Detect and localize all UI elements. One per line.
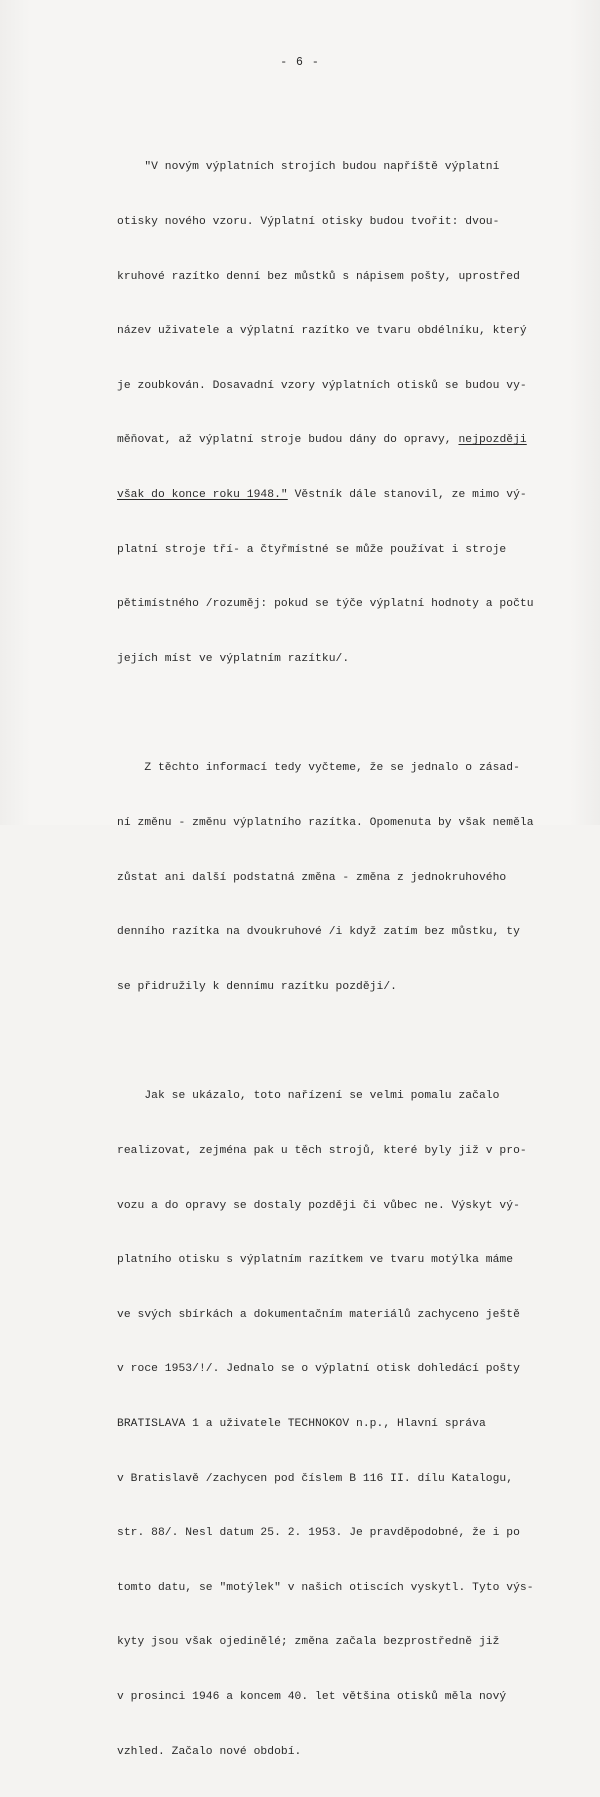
text-line-with-underline bbox=[117, 431, 572, 449]
paragraph-2 bbox=[117, 723, 572, 1032]
text-line: v Bratislavě /zachycen pod číslem B 116 II. dílu Katalogu, bbox=[117, 1472, 514, 1485]
paragraph-1 bbox=[117, 122, 572, 705]
underlined-text: nejpozději bbox=[458, 434, 527, 447]
text-line: název uživatele a výplatní razítko ve tvaru obdélníku, který bbox=[117, 325, 527, 338]
text-line: vozu a do opravy se dostaly později či vůbec ne. Výskyt vý- bbox=[117, 1199, 520, 1212]
text-line: Jak se ukázalo, toto nařízení se velmi pomalu začalo bbox=[117, 1090, 500, 1103]
document-body bbox=[117, 122, 572, 1797]
text-line: BRATISLAVA 1 a uživatele TECHNOKOV n.p., Hlavní správa bbox=[117, 1418, 486, 1431]
text-line: je zoubkován. Dosavadní vzory výplatních otisků se budou vy- bbox=[117, 379, 527, 392]
text-line: denního razítka na dvoukruhové /i když zatím bez můstku, ty bbox=[117, 926, 520, 939]
text-line: realizovat, zejména pak u těch strojů, které byly již v pro- bbox=[117, 1144, 527, 1157]
text-line: vzhled. Začalo nové období. bbox=[117, 1745, 302, 1758]
text-line: ní změnu - změnu výplatního razítka. Opomenuta by však neměla bbox=[117, 817, 534, 830]
text-segment: měňovat, až výplatní stroje budou dány do opravy, bbox=[117, 434, 459, 447]
text-line: otisky nového vzoru. Výplatní otisky budou tvořit: dvou- bbox=[117, 216, 500, 229]
text-line: kyty jsou však ojedinělé; změna začala bezprostředně již bbox=[117, 1636, 500, 1649]
text-line: kruhové razítko denní bez můstků s nápisem pošty, uprostřed bbox=[117, 270, 520, 283]
text-line: platní stroje tří- a čtyřmístné se může používat i stroje bbox=[117, 543, 507, 556]
text-line: ve svých sbírkách a dokumentačním materiálů zachyceno ještě bbox=[117, 1308, 520, 1321]
paragraph-3 bbox=[117, 1051, 572, 1797]
underlined-text: však do konce roku 1948." bbox=[117, 489, 288, 502]
text-line: pětimístného /rozuměj: pokud se týče výplatní hodnoty a počtu bbox=[117, 598, 534, 611]
text-line: tomto datu, se "motýlek" v našich otiscích vyskytl. Tyto výs- bbox=[117, 1581, 534, 1594]
text-line: str. 88/. Nesl datum 25. 2. 1953. Je pravděpodobné, že i po bbox=[117, 1527, 520, 1540]
page-number: - 6 - bbox=[280, 56, 320, 69]
text-line: v roce 1953/!/. Jednalo se o výplatní otisk dohledácí pošty bbox=[117, 1363, 520, 1376]
text-line-with-underline bbox=[117, 486, 572, 504]
text-line: "V novým výplatních strojích budou napříště výplatní bbox=[117, 161, 500, 174]
text-line: zůstat ani další podstatná změna - změna z jednokruhového bbox=[117, 871, 507, 884]
text-line: v prosinci 1946 a koncem 40. let většina otisků měla nový bbox=[117, 1691, 507, 1704]
text-line: Z těchto informací tedy vyčteme, že se jednalo o zásad- bbox=[117, 762, 520, 775]
text-segment: Věstník dále stanovil, ze mimo vý- bbox=[287, 489, 527, 502]
text-line: platního otisku s výplatním razítkem ve tvaru motýlka máme bbox=[117, 1254, 514, 1267]
text-line: se přidružily k dennímu razítku později/. bbox=[117, 980, 397, 993]
text-line: jejích míst ve výplatním razítku/. bbox=[117, 652, 350, 665]
